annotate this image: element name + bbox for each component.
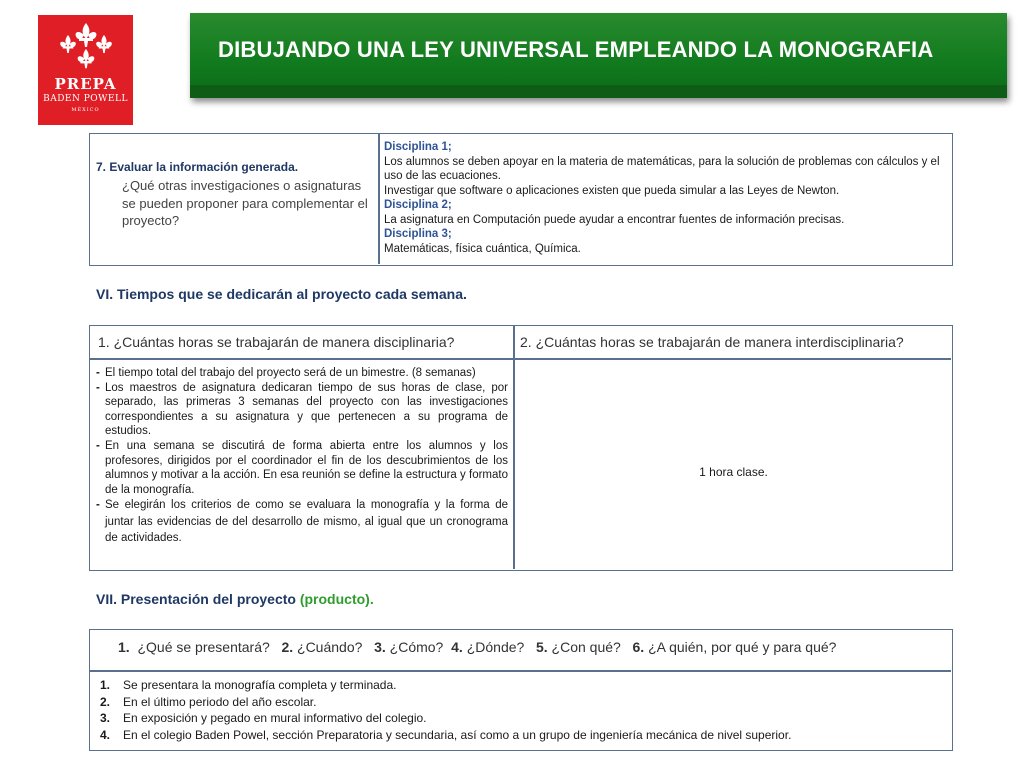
question-num: 2. (281, 639, 294, 655)
question-text: ¿Qué se presentará? (137, 639, 270, 655)
banner-band (190, 85, 1007, 98)
discipline-1-text: Los alumnos se deben apoyar en la materia de matemáticas, para la solución de problemas con cálculos y el uso de las ecuaciones. (384, 155, 940, 182)
question-text: ¿Cómo? (389, 639, 444, 655)
col1-body (90, 366, 508, 547)
question-text: ¿Con qué? (551, 639, 621, 655)
question-num: 5. (535, 639, 548, 655)
answer-item (90, 710, 950, 727)
answers-list (90, 677, 950, 743)
answer-num: 3. (100, 711, 111, 725)
question-text: ¿A quién, por qué y para qué? (648, 639, 837, 655)
discipline-2-text: La asignatura en Computación puede ayudar a encontrar fuentes de información precisas. (384, 213, 845, 226)
list-item: - En una semana se discutirá de forma abierta entre los alumnos y los profesores, dirigidos por el coordinador el fin de los descubrimientos de los alumnos y motivar a la acción. En esa reunión se define la estructura y formato de la monografía. (90, 439, 508, 497)
time-table (89, 325, 953, 571)
column-divider (513, 326, 515, 569)
section-vii-heading-main: VII. Presentación del proyecto (96, 591, 300, 607)
evaluation-heading: 7. Evaluar la información generada. (96, 160, 299, 174)
answer-item (90, 694, 950, 711)
disciplines-cell (384, 140, 947, 256)
question-text: ¿Dónde? (466, 639, 525, 655)
answer-text: En el colegio Baden Powel, sección Preparatoria y secundaria, así como a un grupo de ingeniería mecánica de nivel superior. (123, 727, 792, 742)
question-num: 3. (374, 639, 386, 655)
logo-line3: MÉXICO (71, 107, 100, 113)
presentation-table (89, 629, 953, 751)
col2-value: 1 hora clase. (699, 465, 768, 479)
header-divider (90, 670, 951, 672)
question-num: 6. (632, 639, 645, 655)
section-vi-heading: VI. Tiempos que se dedicarán al proyecto cada semana. (96, 286, 467, 302)
fleur-de-lis-icon (55, 21, 117, 73)
question-text: ¿Cuándo? (297, 639, 363, 655)
answer-item (90, 727, 950, 744)
col2-header: 2. ¿Cuántas horas se trabajarán de manera interdisciplinaria? (520, 334, 904, 350)
answer-item (90, 677, 950, 694)
discipline-3-text: Matemáticas, física cuántica, Química. (384, 242, 581, 255)
col1-header: 1. ¿Cuántas horas se trabajarán de manera disciplinaria? (98, 334, 455, 350)
answer-num: 1. (100, 678, 111, 692)
slide-title: DIBUJANDO UNA LEY UNIVERSAL EMPLEANDO LA MONOGRAFIA (218, 37, 934, 62)
discipline-1-label: Disciplina 1; (384, 141, 452, 153)
logo-line1: PREPA (54, 75, 117, 93)
logo-line2: BADEN POWELL (43, 94, 128, 104)
column-divider (378, 134, 380, 264)
answer-text: Se presentara la monografía completa y terminada. (123, 678, 397, 692)
section-vii-heading-accent: (producto). (299, 591, 374, 607)
title-banner (190, 13, 1007, 98)
answer-text: En exposición y pegado en mural informativo del colegio. (123, 711, 427, 725)
evaluation-table (89, 133, 953, 266)
discipline-1-text-2: Investigar que software o aplicaciones existen que pueda simular a las Leyes de Newton. (384, 184, 840, 197)
evaluation-left-cell (96, 160, 372, 230)
header-divider (90, 358, 951, 360)
answer-text: En el último periodo del año escolar. (123, 694, 317, 709)
section-vii-heading (96, 591, 374, 607)
discipline-3-label: Disciplina 3; (384, 228, 452, 240)
list-item: - Se elegirán los criterios de como se evaluara la monografía y la forma de juntar las evidencias de del desarrollo de mismo, al igual que un cronograma de actividades. (90, 497, 508, 547)
answer-num: 4. (100, 727, 111, 742)
question-num: 1. (118, 639, 130, 655)
discipline-2-label: Disciplina 2; (384, 199, 452, 211)
prepa-logo (38, 15, 133, 125)
answer-num: 2. (100, 694, 111, 709)
questions-row (118, 639, 948, 655)
evaluation-question: ¿Qué otras investigaciones o asignaturas se pueden proponer para complementar el proyecto? (122, 178, 368, 228)
list-item: - Los maestros de asignatura dedicaran tiempo de sus horas de clase, por separado, las primeras 3 semanas del proyecto con las investigaciones correspondientes a su asignatura y que pertenecen a su programa de estudios. (90, 381, 508, 439)
question-num: 4. (451, 639, 463, 655)
list-item: - El tiempo total del trabajo del proyecto será de un bimestre. (8 semanas) (90, 366, 508, 381)
